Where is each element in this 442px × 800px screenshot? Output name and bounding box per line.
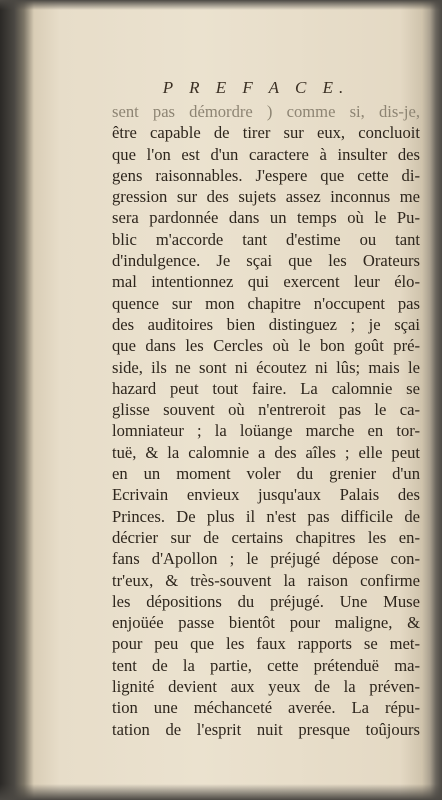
- text-line: d'indulgence. Je sçai que les Orateurs: [112, 251, 420, 271]
- text-line: gens raisonnables. J'espere que cette di-: [112, 165, 420, 185]
- text-line: enjoüée passe bientôt pour maligne, &: [112, 613, 420, 633]
- text-line: les dépositions du préjugé. Une Muse: [112, 591, 420, 611]
- text-line: sera pardonnée dans un temps où le Pu-: [112, 208, 420, 228]
- text-line: tent de la partie, cette prétenduë ma-: [112, 655, 420, 675]
- text-line: en un moment voler du grenier d'un: [112, 464, 420, 484]
- text-line: gression sur des sujets assez inconnus me: [112, 187, 420, 207]
- text-line: hazard peut tout faire. La calomnie se: [112, 378, 420, 398]
- text-line: que dans les Cercles où le bon goût pré-: [112, 336, 420, 356]
- text-line: tr'eux, & très-souvent la raison confirme: [112, 570, 420, 590]
- text-line: side, ils ne sont ni écoutez ni lûs; mais le: [112, 357, 420, 377]
- text-line: tation de l'esprit nuit presque toûjours: [112, 719, 420, 739]
- text-line: fans d'Apollon ; le préjugé dépose con-: [112, 549, 420, 569]
- running-head: P R E F A C E.: [162, 78, 350, 97]
- text-line: être capable de tirer sur eux, concluoit: [112, 123, 420, 143]
- page-bottom-shadow: [0, 784, 442, 800]
- text-line: tuë, & la calomnie a des aîles ; elle peut: [112, 442, 420, 462]
- text-line: que l'on est d'un caractere à insulter des: [112, 144, 420, 164]
- text-line: lignité devient aux yeux de la préven-: [112, 677, 420, 697]
- text-line: glisse souvent où n'entreroit pas le ca-: [112, 400, 420, 420]
- text-line: quence sur mon chapitre n'occupent pas: [112, 293, 420, 313]
- text-line: Ecrivain envieux jusqu'aux Palais des: [112, 485, 420, 505]
- text-line: décrier sur de certains chapitres les en-: [112, 527, 420, 547]
- body-text: [112, 101, 420, 740]
- text-line: des auditoires bien distinguez ; je sçai: [112, 314, 420, 334]
- text-line: Princes. De plus il n'est pas difficile de: [112, 506, 420, 526]
- text-line: mal intentionnez qui exercent leur élo-: [112, 272, 420, 292]
- page-top-shadow: [0, 0, 442, 10]
- text-line: sent pas démordre ) comme si, dis-je,: [112, 102, 420, 121]
- text-line: blic m'accorde tant d'estime ou tant: [112, 229, 420, 249]
- text-line: lomniateur ; la loüange marche en tor-: [112, 421, 420, 441]
- text-line: pour peu que les faux rapports se met-: [112, 634, 420, 654]
- text-line: tion une méchanceté averée. La répu-: [112, 698, 420, 718]
